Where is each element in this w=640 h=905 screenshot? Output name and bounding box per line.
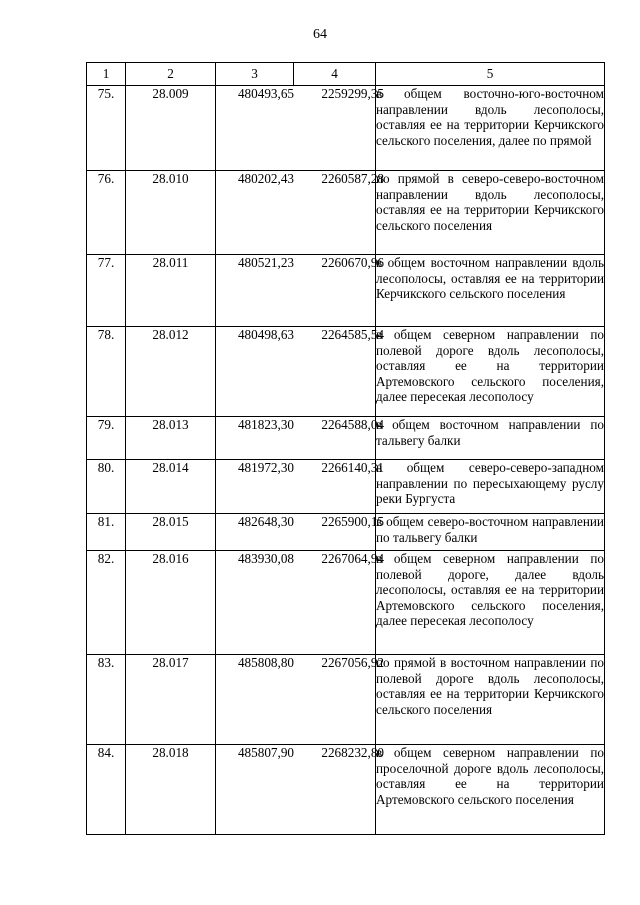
table-row: [87, 255, 605, 327]
boundary-description: в общем северо-восточном направлении по тальвегу балки: [376, 514, 605, 551]
table-row: [87, 551, 605, 655]
coordinate-y: 2260670,96: [321, 255, 384, 270]
point-id: 28.013: [126, 417, 216, 460]
table-body: [87, 86, 605, 835]
boundary-description: в общем восточном направлении вдоль лесополосы, оставляя ее на территории Керчикского сельского поселения: [376, 255, 605, 327]
coordinates-cell: [216, 551, 384, 655]
coordinate-x: 485807,90: [237, 745, 294, 760]
table-row: [87, 417, 605, 460]
boundary-description: по прямой в северо-северо-восточном направлении вдоль лесополосы, оставляя ее на территории Керчикского сельского поселения: [376, 171, 605, 255]
header-col-2: 2: [126, 63, 216, 86]
row-number: 77.: [87, 255, 126, 327]
coordinate-x: 480493,65: [237, 86, 294, 101]
row-number: 79.: [87, 417, 126, 460]
point-id: 28.016: [126, 551, 216, 655]
coordinates-cell: [216, 86, 384, 171]
row-number: 83.: [87, 655, 126, 745]
table-row: [87, 86, 605, 171]
point-id: 28.017: [126, 655, 216, 745]
table-row: [87, 327, 605, 417]
row-number: 76.: [87, 171, 126, 255]
coordinate-y: 2265900,15: [321, 514, 384, 529]
table-row: [87, 514, 605, 551]
coordinates-cell: [216, 417, 384, 460]
point-id: 28.011: [126, 255, 216, 327]
coordinate-y: 2259299,35: [321, 86, 384, 101]
coordinates-cell: [216, 255, 384, 327]
coordinate-x: 483930,08: [237, 551, 294, 566]
coordinate-y: 2260587,28: [321, 171, 384, 186]
boundary-points-table: [86, 62, 605, 835]
row-number: 80.: [87, 460, 126, 514]
point-id: 28.010: [126, 171, 216, 255]
header-col-4: 4: [294, 63, 376, 86]
coordinates-cell: [216, 745, 384, 835]
table-row: [87, 745, 605, 835]
row-number: 82.: [87, 551, 126, 655]
boundary-description: в общем восточно-юго-восточном направлении вдоль лесополосы, оставляя ее на территории Керчикского сельского поселения, далее по прямой: [376, 86, 605, 171]
table-row: [87, 171, 605, 255]
coordinate-y: 2264585,54: [321, 327, 384, 342]
coordinate-x: 480498,63: [237, 327, 294, 342]
header-col-1: 1: [87, 63, 126, 86]
point-id: 28.014: [126, 460, 216, 514]
boundary-description: по прямой в восточном направлении по полевой дороге вдоль лесополосы, оставляя ее на территории Керчикского сельского поселения: [376, 655, 605, 745]
table-row: [87, 460, 605, 514]
coordinate-y: 2268232,80: [321, 745, 384, 760]
point-id: 28.015: [126, 514, 216, 551]
coordinate-y: 2267056,92: [321, 655, 384, 670]
coordinate-x: 482648,30: [237, 514, 294, 529]
boundary-description: в общем северо-северо-западном направлении по пересыхающему руслу реки Бургуста: [376, 460, 605, 514]
coordinates-cell: [216, 514, 384, 551]
boundary-description: в общем северном направлении по полевой дороге, далее вдоль лесополосы, оставляя ее на территории Артемовского сельского поселения, далее пересекая лесополосу: [376, 551, 605, 655]
boundary-description: в общем северном направлении по проселочной дороге вдоль лесополосы, оставляя ее на территории Артемовского сельского поселения: [376, 745, 605, 835]
coordinates-cell: [216, 655, 384, 745]
coordinate-y: 2266140,31: [321, 460, 384, 475]
point-id: 28.018: [126, 745, 216, 835]
coordinate-x: 481972,30: [237, 460, 294, 475]
table-row: [87, 655, 605, 745]
row-number: 78.: [87, 327, 126, 417]
coordinate-x: 485808,80: [237, 655, 294, 670]
header-col-3: 3: [216, 63, 294, 86]
row-number: 81.: [87, 514, 126, 551]
coordinates-cell: [216, 460, 384, 514]
boundary-description: в общем восточном направлении по тальвегу балки: [376, 417, 605, 460]
coordinate-y: 2267064,94: [321, 551, 384, 566]
table-header-row: [87, 63, 605, 86]
coordinate-y: 2264588,04: [321, 417, 384, 432]
boundary-description: в общем северном направлении по полевой дороге вдоль лесополосы, оставляя ее на территории Артемовского сельского поселения, далее пересекая лесополосу: [376, 327, 605, 417]
coordinate-x: 480202,43: [237, 171, 294, 186]
row-number: 84.: [87, 745, 126, 835]
point-id: 28.012: [126, 327, 216, 417]
coordinates-cell: [216, 327, 384, 417]
coordinates-cell: [216, 171, 384, 255]
header-col-5: 5: [376, 63, 605, 86]
row-number: 75.: [87, 86, 126, 171]
point-id: 28.009: [126, 86, 216, 171]
coordinate-x: 481823,30: [237, 417, 294, 432]
coordinate-x: 480521,23: [237, 255, 294, 270]
page-number: 64: [313, 27, 327, 42]
